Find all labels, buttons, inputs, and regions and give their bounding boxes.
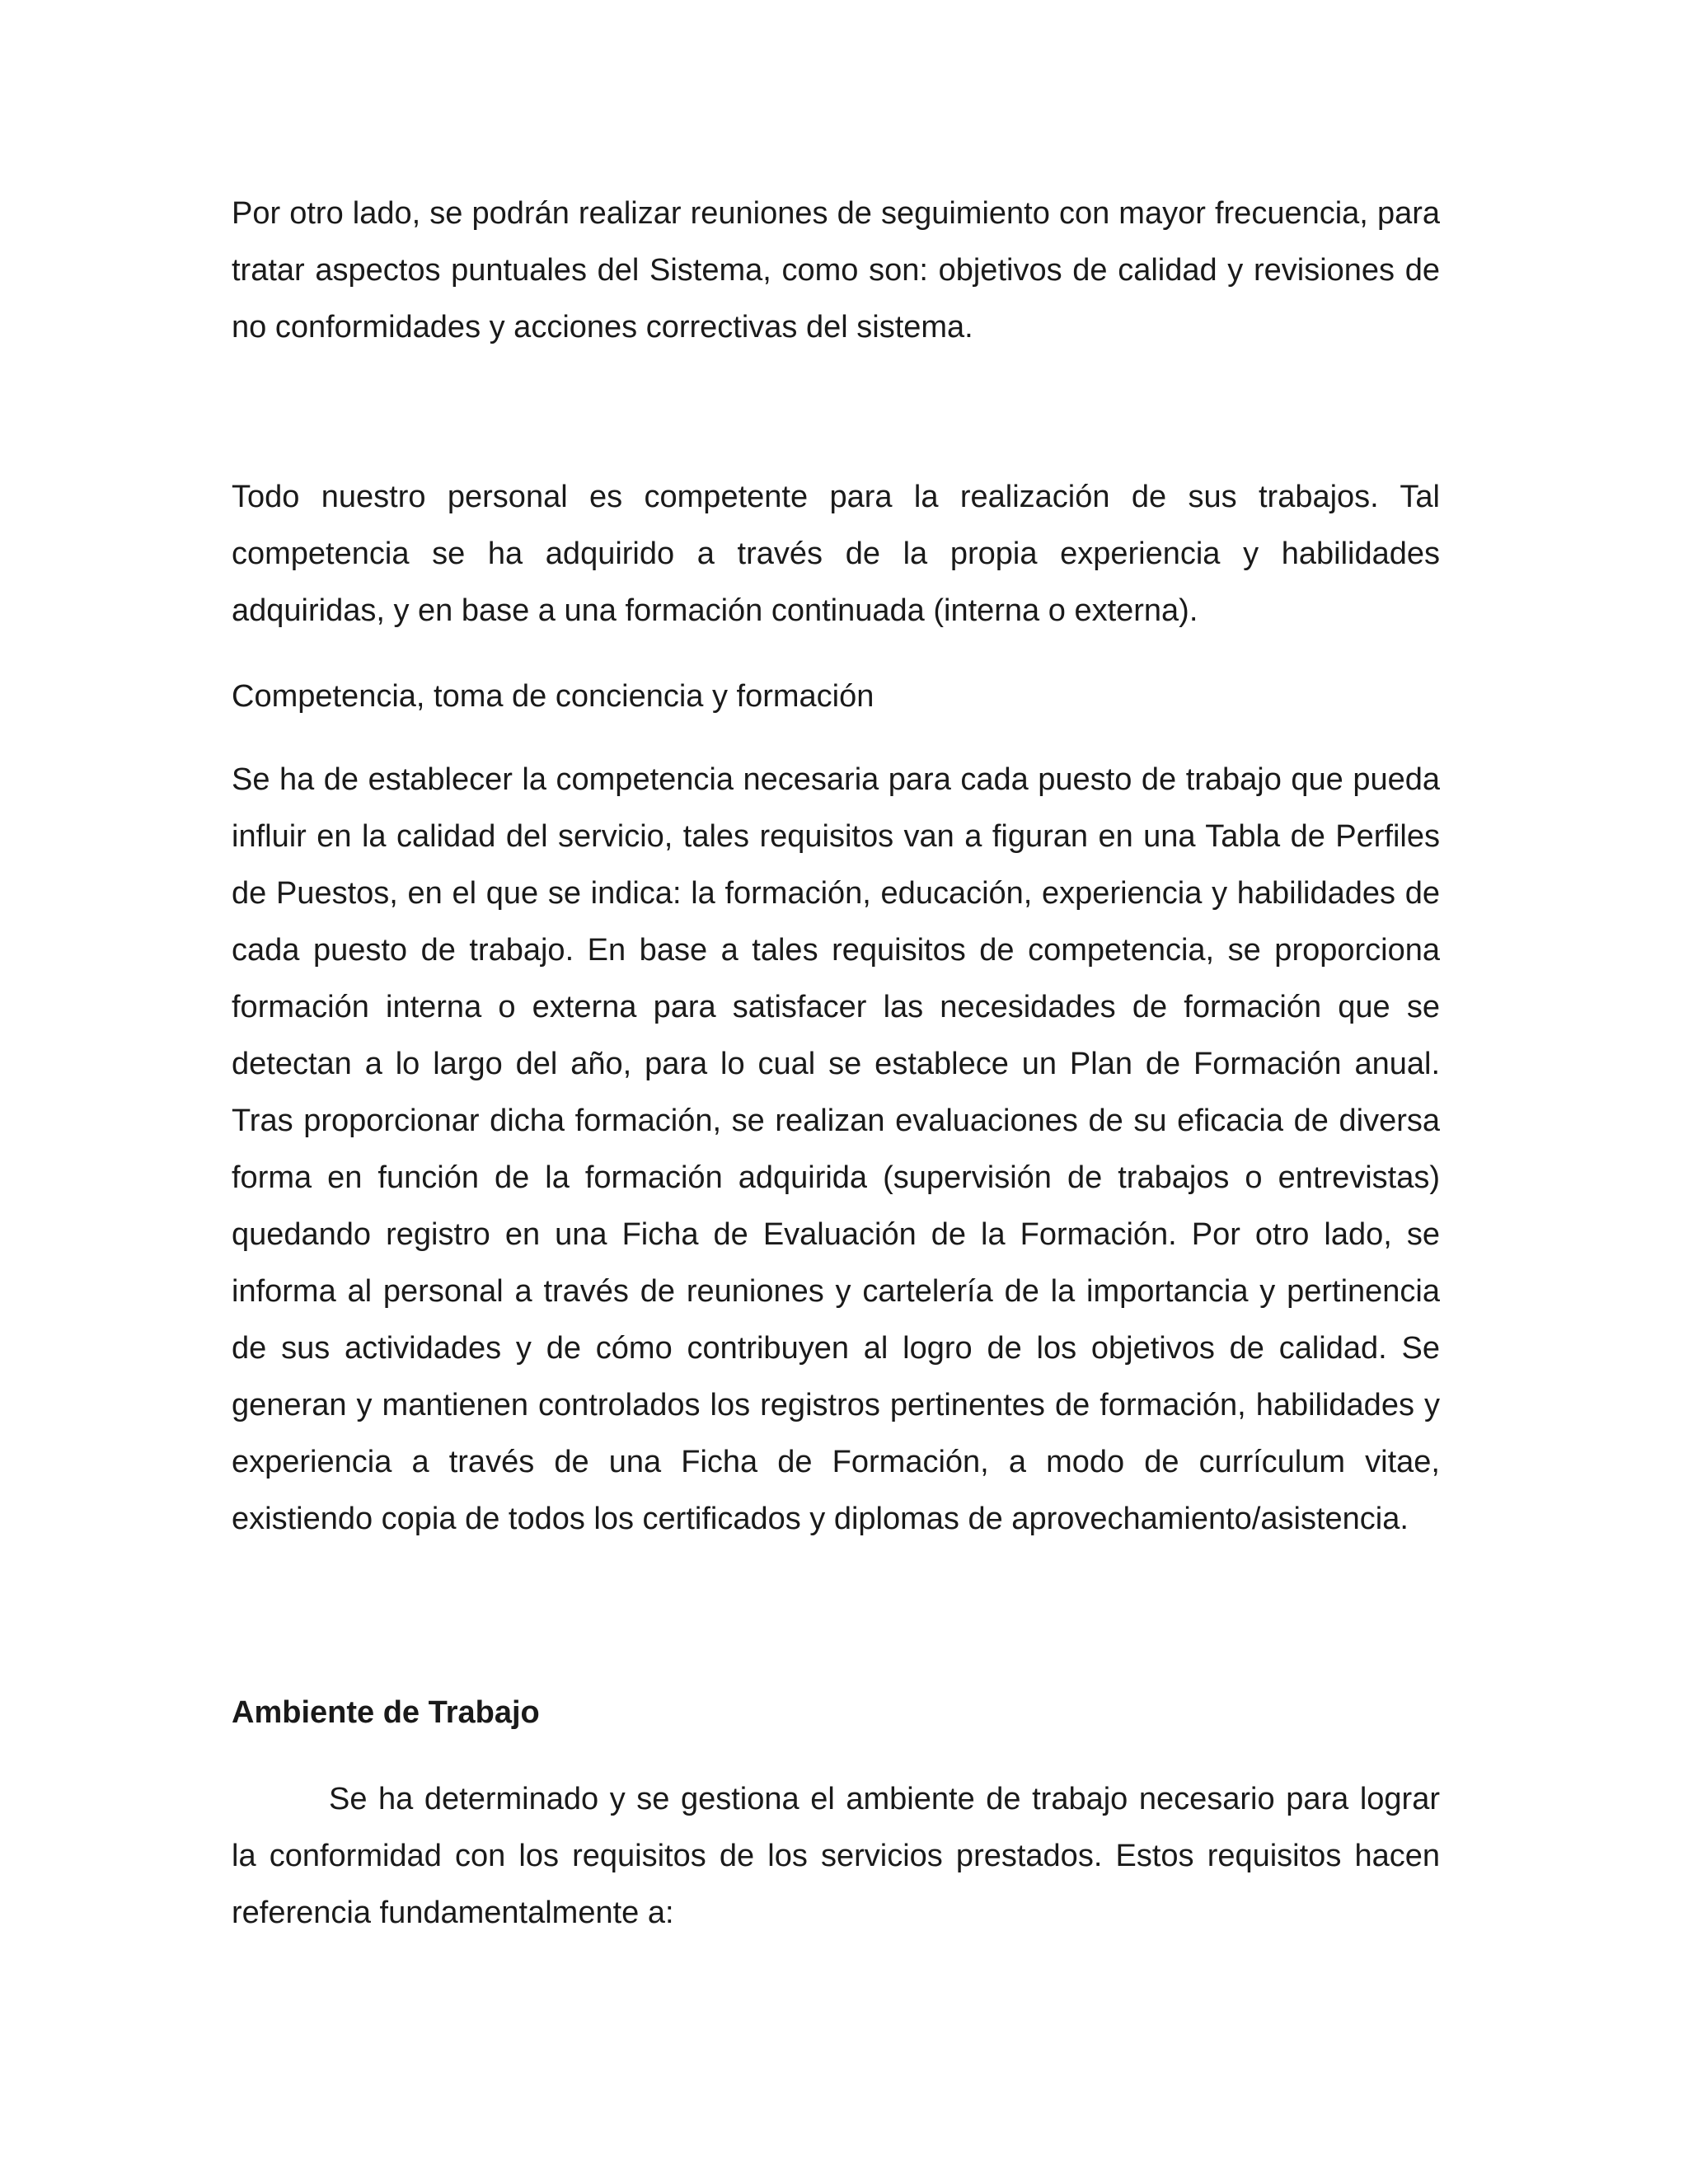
paragraph-competencia-formacion: Se ha de establecer la competencia necesaria para cada puesto de trabajo que pueda influir en la calidad del servicio, tales requisitos van a figuran en una Tabla de Perfiles de Puestos, en el que se indica: la formación, educación, experiencia y habilidades de cada puesto de trabajo. En base a tales requisitos de competencia, se proporciona formación interna o externa para satisfacer las necesidades de formación que se detectan a lo largo del año, para lo cual se establece un Plan de Formación anual. Tras proporcionar dicha formación, se realizan evaluaciones de su eficacia de diversa forma en función de la formación adquirida (supervisión de trabajos o entrevistas) quedando registro en una Ficha de Evaluación de la Formación. Por otro lado, se informa al personal a través de reuniones y cartelería de la importancia y pertinencia de sus actividades y de cómo contribuyen al logro de los objetivos de calidad. Se generan y mantienen controlados los registros pertinentes de formación, habilidades y experiencia a través de una Ficha de Formación, a modo de currículum vitae, existiendo copia de todos los certificados y diplomas de aprovechamiento/asistencia. (232, 762, 1440, 1536)
paragraph-reuniones-seguimiento: Por otro lado, se podrán realizar reuniones de seguimiento con mayor frecuencia, para tratar aspectos puntuales del Sistema, como son: objetivos de calidad y revisiones de no conformidades y acciones correctivas del sistema. (232, 196, 1440, 344)
paragraph-personal-competente: Todo nuestro personal es competente para la realización de sus trabajos. Tal competencia se ha adquirido a través de la propia experiencia y habilidades adquiridas, y en base a una formación continuada (interna o externa). (232, 480, 1440, 628)
section-heading-competencia: Competencia, toma de conciencia y formación (232, 679, 874, 714)
section-heading-ambiente-trabajo: Ambiente de Trabajo (232, 1695, 540, 1730)
paragraph-ambiente-trabajo: Se ha determinado y se gestiona el ambiente de trabajo necesario para lograr la conformidad con los requisitos de los servicios prestados. Estos requisitos hacen referencia fundamentalmente a: (232, 1782, 1440, 1930)
